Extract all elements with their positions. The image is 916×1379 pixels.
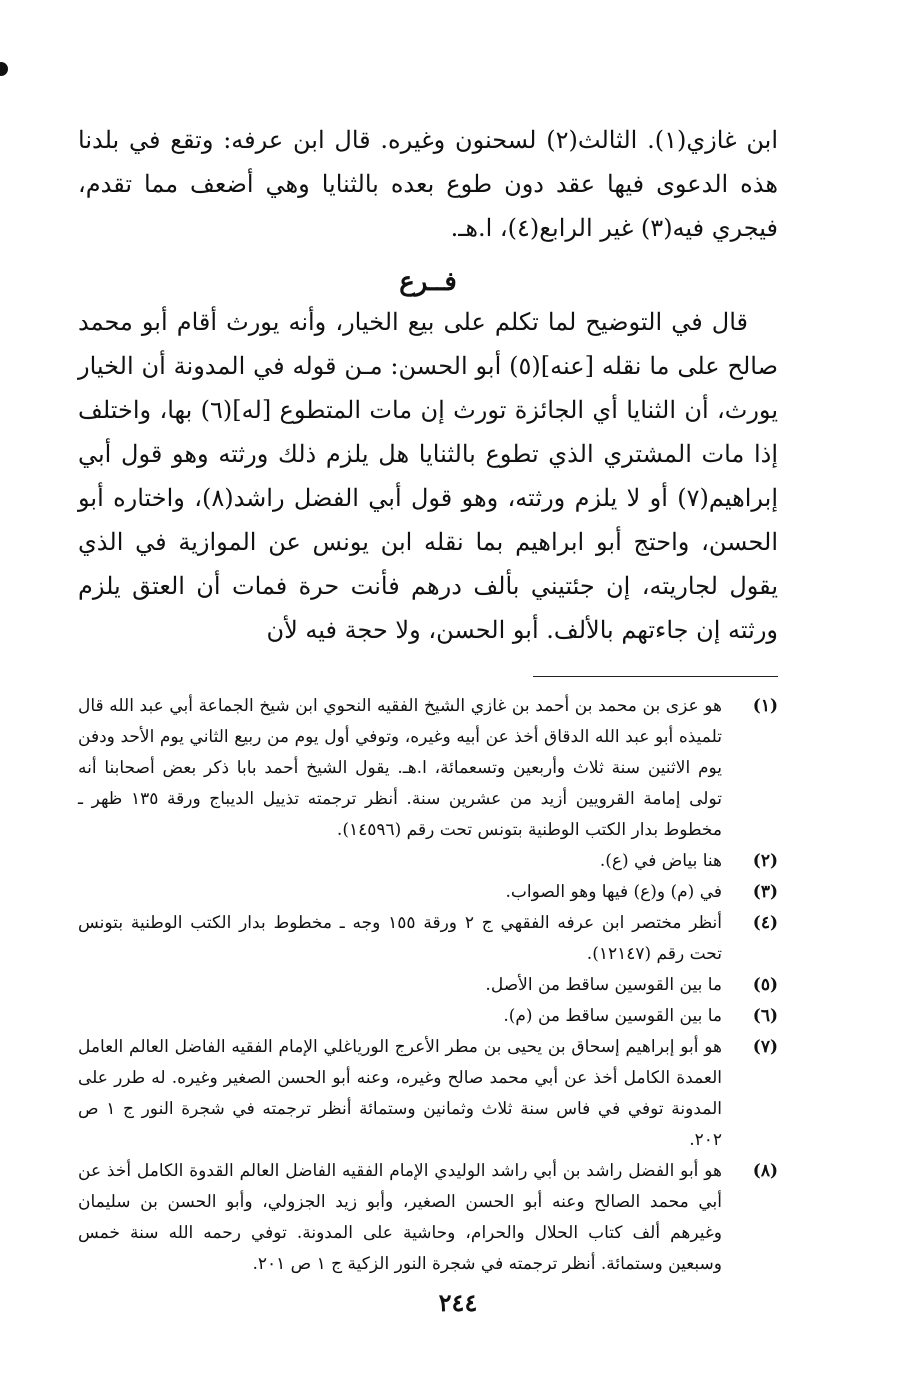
footnote-item [78,691,778,846]
footnote-item [78,908,778,970]
footnote-text: هو أبو إبراهيم إسحاق بن يحيى بن مطر الأعرج الورياغلي الإمام الفقيه الفاضل العالم العامل العمدة الكامل أخذ عن أبي محمد صالح وغيره، وعنه أبو الحسن الصغير وغيره. له طرر على المدونة توفي في فاس سنة ثلاث وثمانين وستمائة أنظر ترجمته في شجرة النور ج ١ ص ٢٠٢. [78,1037,722,1150]
footnote-item [78,1032,778,1156]
margin-dot [0,62,8,76]
footnote-item [78,970,778,1001]
paragraph-2: قال في التوضيح لما تكلم على بيع الخيار، وأنه يورث أقام أبو محمد صالح على ما نقله [عنه](٥) أبو الحسن: مـن قوله في المدونة أن الخيار يورث، أن الثنايا أي الجائزة تورث إن مات المتطوع [له](٦) بها، واختلف إذا مات المشتري الذي تطوع بالثنايا هل يلزم ذلك ورثته وهو قول أبي إبراهيم(٧) أو لا يلزم ورثته، وهو قول أبي الفضل راشد(٨)، واختاره أبو الحسن، واحتج أبو ابراهيم بما نقله ابن يونس عن الموازية في الذي يقول لجاريته، إن جئتيني بألف درهم فأنت حرة فمات أن العتق يلزم ورثته إن جاءتهم بالألف. أبو الحسن، ولا حجة فيه لأن [78,308,779,644]
footnote-number: (٨) [752,1161,778,1181]
page-number: ٢٤٤ [438,1288,478,1317]
main-text [78,118,778,652]
page-content [78,118,778,1280]
footnote-item [78,846,778,877]
footnote-item [78,1156,778,1280]
footnote-text: هو عزى بن محمد بن أحمد بن غازي الشيخ الفقيه النحوي ابن شيخ الجماعة أبي عبد الله قال تلميذه أبو عبد الله الدقاق أخذ عن أبيه وغيره، وتوفي أول يوم من ربيع الثاني يوم الأحد ودفن يوم الاثنين سنة ثلاث وأربعين وتسعمائة، ا.هـ. يقول الشيخ أحمد بابا ذكر بعض أصحابنا أنه تولى إمامة القرويين أزيد من عشرين سنة. أنظر ترجمته تذييل الديباج ورقة ١٣٥ ظهر ـ مخطوط بدار الكتب الوطنية بتونس تحت رقم (١٤٥٩٦). [78,696,722,840]
footnote-number: (١) [752,696,778,716]
footnote-number: (٦) [752,1006,778,1026]
footnote-text: هنا بياض في (ع). [599,851,722,871]
footnotes [78,691,778,1280]
footnote-number: (٢) [752,851,778,871]
footnote-text: ما بين القوسين ساقط من الأصل. [485,975,722,995]
section-heading: فــرع [399,267,457,297]
paragraph-1: ابن غازي(١). الثالث(٢) لسحنون وغيره. قال ابن عرفه: وتقع في بلدنا هذه الدعوى فيها عقد دون طوع بعده بالثنايا وهي أضعف مما تقدم، فيجري فيه(٣) غير الرابع(٤)، ا.هـ. [78,126,779,242]
footnote-item [78,1001,778,1032]
footnote-text: ما بين القوسين ساقط من (م). [503,1006,722,1026]
footnote-number: (٧) [752,1037,778,1057]
footnote-number: (٤) [752,913,778,933]
footnote-text: في (م) و(ع) فيها وهو الصواب. [505,882,722,902]
footnote-separator [533,676,778,677]
footnote-number: (٥) [752,975,778,995]
footnote-text: أنظر مختصر ابن عرفه الفقهي ج ٢ ورقة ١٥٥ وجه ـ مخطوط بدار الكتب الوطنية بتونس تحت رقم (١٢١٤٧). [78,913,723,964]
footnote-item [78,877,778,908]
footnote-text: هو أبو الفضل راشد بن أبي راشد الوليدي الإمام الفقيه الفاضل العالم القدوة الكامل أخذ عن أبي محمد الصالح وعنه أبو الحسن الصغير، وأبو زيد الجزولي، وأبو الحسن بن سليمان وغيرهم ألف كتاب الحلال والحرام، وحاشية على المدونة. توفي رحمه الله سنة خمس وسبعين وستمائة. أنظر ترجمته في شجرة النور الزكية ج ١ ص ٢٠١. [78,1161,722,1274]
footnote-number: (٣) [752,882,778,902]
